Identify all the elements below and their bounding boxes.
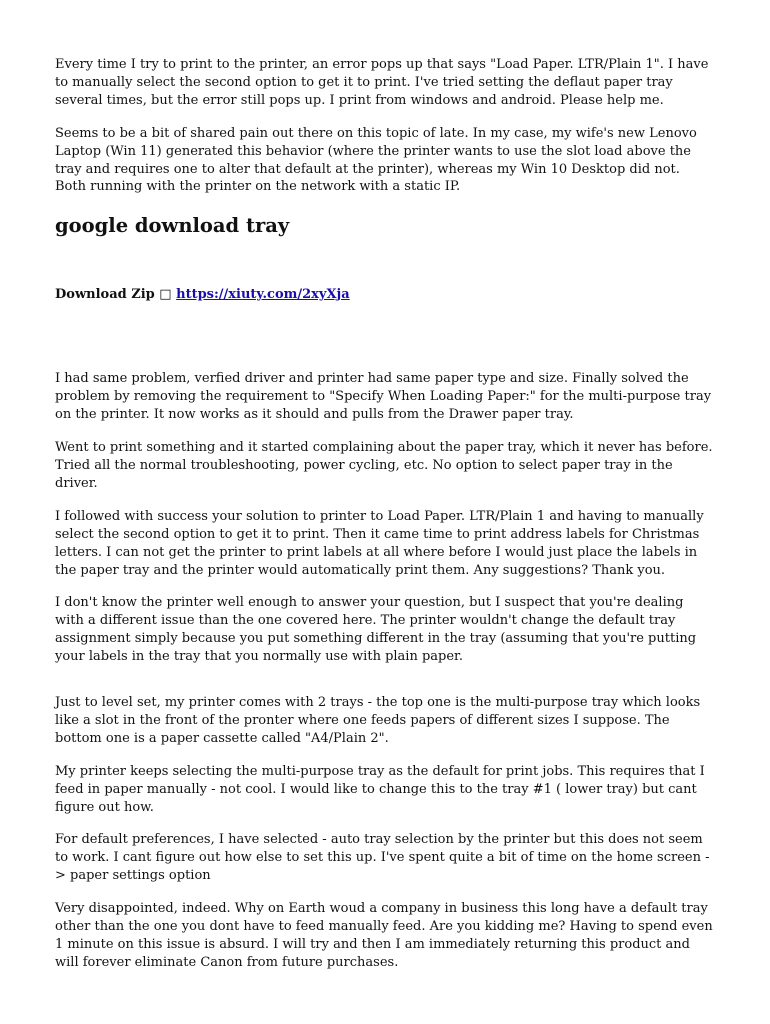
download-label: Download Zip: [55, 287, 155, 303]
paragraph-default-preferences: For default preferences, I have selected - auto tray selection by the printer but this does not seem to work. I cant figure out how else to set this up. I've spent quite a bit of time on the home screen -> paper settings option: [55, 832, 710, 884]
document-page: [55, 56, 715, 972]
paragraph-shared-pain: Seems to be a bit of shared pain out there on this topic of late. In my case, my wife's new Lenovo Laptop (Win 11) generated this behavior (where the printer wants to use the slot load above the tray and requires one to alter that default at the printer), whereas my Win 10 Desktop did not. Both running with the printer on the network with a static IP.: [55, 125, 697, 195]
paragraph-complaining-tray: Went to print something and it started complaining about the paper tray, which it never has before. Tried all the normal troubleshooting, power cycling, etc. No option to select paper tray in the driver.: [55, 440, 713, 491]
paragraph-verified-driver: I had same problem, verfied driver and printer had same paper type and size. Finally solved the problem by removing the requirement to "Specify When Loading Paper:" for the multi-purpose tray on the printer. It now works as it should and pulls from the Drawer paper tray.: [55, 371, 712, 423]
paragraph-level-set: Just to level set, my printer comes with 2 trays - the top one is the multi-purpose tray which looks like a slot in the front of the pronter where one feeds papers of different sizes I suppose. The bottom one is a paper cassette called "A4/Plain 2".: [55, 695, 701, 746]
page-heading: google download tray: [55, 214, 290, 238]
paragraph-different-issue: I don't know the printer well enough to answer your question, but I suspect that you're dealing with a different issue than the one covered here. The printer wouldn't change the default tray assignment simply because you put something different in the tray (assuming that you're putting your labels in the tray that you normally use with plain paper.: [55, 595, 697, 665]
paragraph-disappointed: Very disappointed, indeed. Why on Earth woud a company in business this long have a default tray other than the one you dont have to feed manually feed. Are you kidding me? Having to spend even 1 minute on this issue is absurd. I will try and then I am immediately returning this product and will forever eliminate Canon from future purchases.: [55, 901, 713, 970]
download-link[interactable]: https://xiuty.com/2xyXja: [176, 287, 350, 303]
missing-glyph-icon: □: [159, 287, 172, 303]
paragraph-address-labels: I followed with success your solution to printer to Load Paper. LTR/Plain 1 and having to manually select the second option to get it to print. Then it came time to print address labels for Christmas letters. I can not get the printer to print labels at all where before I would just place the labels in the paper tray and the printer would automatically print them. Any suggestions? Thank you.: [55, 508, 704, 578]
paragraph-multipurpose-default: My printer keeps selecting the multi-purpose tray as the default for print jobs. This requires that I feed in paper manually - not cool. I would like to change this to the tray #1 ( lower tray) but cant figure out how.: [55, 763, 705, 815]
download-line: [55, 286, 715, 304]
paragraph-load-paper-error: Every time I try to print to the printer, an error pops up that says "Load Paper. LTR/Plain 1". I have to manually select the second option to get it to print. I've tried setting the deflaut paper tray several times, but the error still pops up. I print from windows and android. Please help me.: [55, 57, 709, 108]
